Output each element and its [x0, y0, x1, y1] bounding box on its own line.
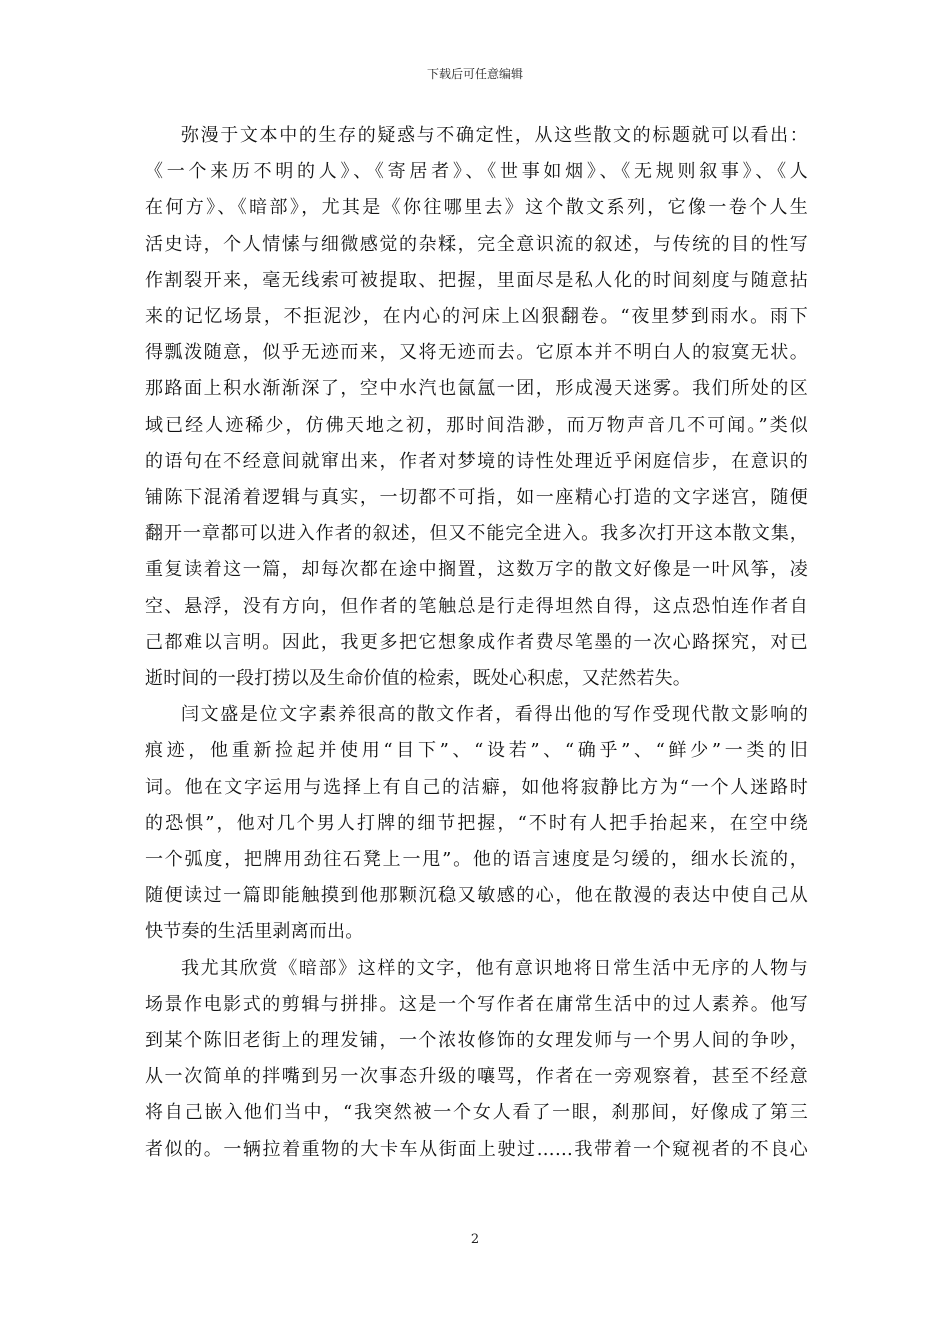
text-line: 空、悬浮，没有方向，但作者的笔触总是行走得坦然自得，这点恐怕连作者自: [145, 595, 808, 617]
text-line: 者似的。一辆拉着重物的大卡车从街面上驶过……我带着一个窥视者的不良心: [145, 1138, 808, 1160]
text-line: 来的记忆场景，不拒泥沙，在内心的河床上凶狠翻卷。“夜里梦到雨水。雨下: [145, 306, 808, 328]
text-line: 到某个陈旧老街上的理发铺，一个浓妆修饰的女理发师与一个男人间的争吵，: [145, 1030, 808, 1052]
text-line: 场景作电影式的剪辑与拼排。这是一个写作者在庸常生活中的过人素养。他写: [145, 993, 808, 1015]
text-line: 的语句在不经意间就窜出来，作者对梦境的诗性处理近乎闲庭信步，在意识的: [145, 450, 808, 472]
text-line: 铺陈下混淆着逻辑与真实，一切都不可指，如一座精心打造的文字迷宫，随便: [145, 487, 808, 509]
text-line: 作割裂开来，毫无线索可被提取、把握，里面尽是私人化的时间刻度与随意拈: [145, 269, 808, 291]
text-line: 词。他在文字运用与选择上有自己的洁癖，如他将寂静比方为“一个人迷路时: [145, 776, 808, 798]
text-line: 活史诗，个人情愫与细微感觉的杂糅，完全意识流的叙述，与传统的目的性写: [145, 233, 808, 255]
text-line: 的恐惧”，他对几个男人打牌的细节把握，“不时有人把手抬起来，在空中绕: [145, 812, 808, 834]
text-line: 那路面上积水渐渐深了，空中水汽也氤氲一团，形成漫天迷雾。我们所处的区: [145, 378, 808, 400]
paragraph: [145, 118, 808, 697]
text-line: 将自己嵌入他们当中，“我突然被一个女人看了一眼，刹那间，好像成了第三: [145, 1102, 808, 1124]
text-line: 逝时间的一段打捞以及生命价值的检索，既处心积虑，又茫然若失。: [145, 668, 691, 690]
paragraph: [145, 951, 808, 1168]
text-line: 痕迹，他重新捡起并使用“目下”、“设若”、“确乎”、“鲜少”一类的旧: [145, 740, 808, 762]
text-line: 重复读着这一篇，却每次都在途中搁置，这数万字的散文好像是一叶风筝，凌: [145, 559, 808, 581]
text-line: 翻开一章都可以进入作者的叙述，但又不能完全进入。我多次打开这本散文集，: [145, 523, 808, 545]
text-line: 弥漫于文本中的生存的疑惑与不确定性，从这些散文的标题就可以看出：: [181, 125, 808, 146]
text-line: 己都难以言明。因此，我更多把它想象成作者费尽笔墨的一次心路探究，对已: [145, 631, 808, 653]
text-line: 《一个来历不明的人》、《寄居者》、《世事如烟》、《无规则叙事》、《人: [145, 161, 808, 183]
text-line: 我尤其欣赏《暗部》这样的文字，他有意识地将日常生活中无序的人物与: [181, 957, 808, 979]
text-line: 一个弧度，把牌用劲往石凳上一甩”。他的语言速度是匀缓的，细水长流的，: [145, 849, 808, 871]
paragraph: [145, 697, 808, 950]
text-line: 从一次简单的拌嘴到另一次事态升级的嚷骂，作者在一旁观察着，甚至不经意: [145, 1066, 808, 1088]
page-number: 2: [470, 1232, 480, 1247]
text-line: 得瓢泼随意，似乎无迹而来，又将无迹而去。它原本并不明白人的寂寞无状。: [145, 342, 808, 364]
page-header: 下载后可任意编辑: [426, 67, 523, 81]
text-line: 随便读过一篇即能触摸到他那颗沉稳又敏感的心，他在散漫的表达中使自己从: [145, 885, 808, 907]
text-line: 在何方》、《暗部》，尤其是《你往哪里去》这个散文系列，它像一卷个人生: [145, 197, 808, 219]
text-line: 闫文盛是位文字素养很高的散文作者，看得出他的写作受现代散文影响的: [181, 704, 808, 726]
text-line: 域已经人迹稀少，仿佛天地之初，那时间浩渺，而万物声音几不可闻。”类似: [145, 414, 808, 436]
body-text: [145, 118, 808, 1168]
text-line: 快节奏的生活里剥离而出。: [145, 921, 364, 943]
